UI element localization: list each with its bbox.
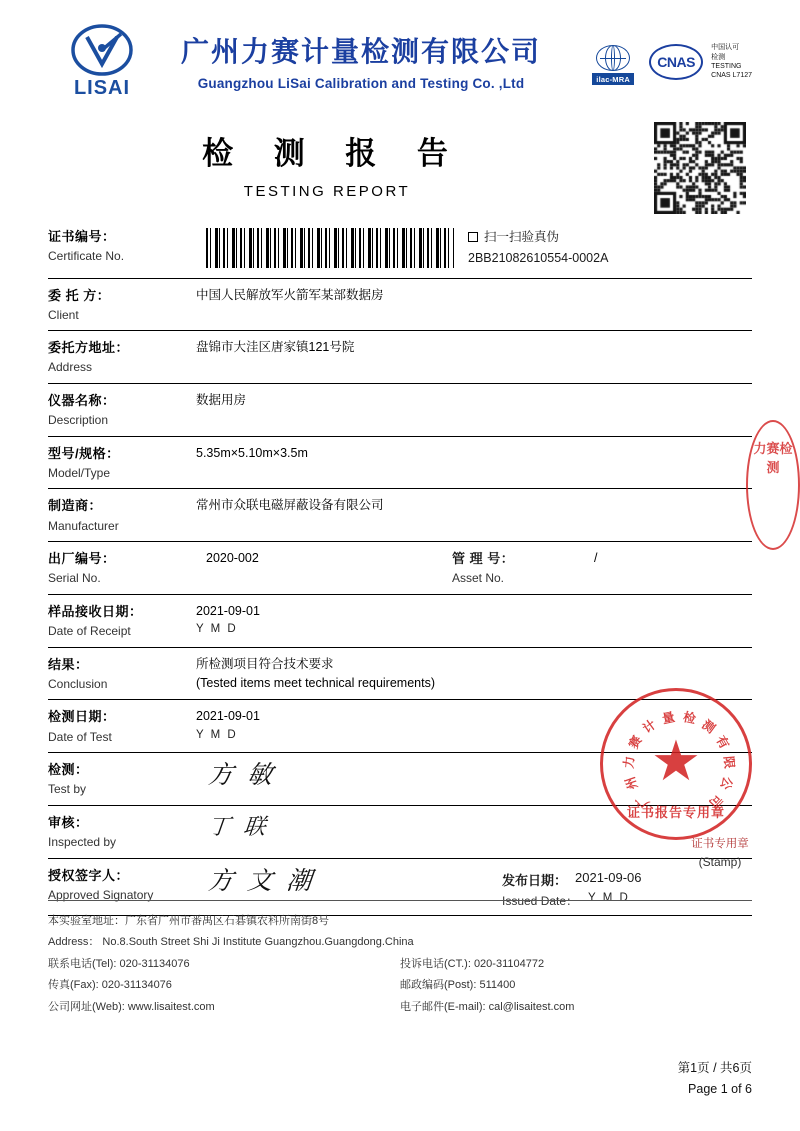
pagination <box>678 1058 752 1099</box>
cnas-text-block <box>711 43 752 81</box>
conclusion-value-cn: 所检测项目符合技术要求 <box>196 656 334 671</box>
document-header <box>0 0 800 110</box>
footer-post-code: 邮政编码(Post): 511400 <box>400 979 516 992</box>
date-of-test-value: 2021-09-01 <box>196 709 260 724</box>
table-row <box>48 220 752 278</box>
scan-verify-note: 扫一扫验真伪 <box>468 227 608 248</box>
issued-label-cn: 发布日期： <box>502 872 568 888</box>
table-row <box>48 331 752 384</box>
checkbox-icon[interactable] <box>468 232 478 242</box>
serial-asset-cell <box>196 542 752 595</box>
address-label: 委托方地址： Address <box>48 331 196 384</box>
table-row <box>48 594 752 647</box>
logo-mark-icon <box>71 24 133 76</box>
company-name-block <box>156 34 562 91</box>
star-icon: ★ <box>650 729 702 792</box>
receipt-label: 样品接收日期： Date of Receipt <box>48 594 196 647</box>
company-name-en: Guangzhou LiSai Calibration and Testing Co. ,Ltd <box>197 75 525 91</box>
conclusion-value-en: (Tested items meet technical requirements) <box>196 676 435 691</box>
date-of-test-label: 检测日期： Date of Test <box>48 700 196 753</box>
receipt-value: 2021-09-01 <box>196 603 260 618</box>
conclusion-label: 结果： Conclusion <box>48 647 196 700</box>
document-footer <box>48 900 752 1018</box>
company-name-cn: 广州力赛计量检测有限公司 <box>180 35 541 67</box>
qr-code <box>654 122 746 214</box>
approved-signatory-signature: 方 文 潮 <box>206 867 317 895</box>
lab-address-en: Address： No.8.South Street Shi Ji Institute Guangzhou.Guangdong.China <box>48 936 414 949</box>
lab-address-cn: 本实验室地址：广东省广州市番禺区石碁镇农科所南街8号 <box>48 915 330 927</box>
receipt-date-format: Y M D <box>196 623 238 636</box>
edge-stamp-text: 力赛检测 <box>753 441 793 475</box>
edge-stamp <box>746 420 800 550</box>
test-by-label: 检测： Test by <box>48 753 196 806</box>
ilac-label: ilac-MRA <box>592 73 634 85</box>
model-label: 型号/规格： Model/Type <box>48 436 196 489</box>
certificate-number: 2BB21082610554-0002A <box>468 251 609 266</box>
address-value: 盘锦市大洼区唐家镇121号院 <box>196 331 752 384</box>
certificate-number-block <box>454 227 608 270</box>
approved-signatory-label: 授权签字人： Approved Signatory <box>48 858 196 915</box>
accreditation-marks <box>562 39 752 85</box>
cnas-line3: TESTING <box>711 63 742 70</box>
manufacturer-value: 常州市众联电磁屏蔽设备有限公司 <box>196 489 752 542</box>
table-row <box>48 278 752 331</box>
client-value: 中国人民解放军火箭军某部数据房 <box>196 278 752 331</box>
issued-date-format: Y M D <box>588 891 630 904</box>
issued-label-en: Issued Date： <box>502 893 579 908</box>
table-row <box>48 647 752 700</box>
table-row <box>48 489 752 542</box>
date-of-test-value-cell <box>196 700 752 753</box>
asset-value: / <box>594 551 598 566</box>
barcode-image <box>206 228 454 268</box>
asset-label: 管 理 号： Asset No. <box>452 551 515 586</box>
certificate-label-cn: 证书编号： <box>48 229 116 244</box>
test-by-signature-cell <box>196 753 752 806</box>
stamp-caption-cn: 证书专用章 <box>691 838 749 850</box>
pagination-cn: 第1页 / 共6页 <box>677 1061 752 1075</box>
client-label: 委 托 方： Client <box>48 278 196 331</box>
footer-tel: 联系电话(Tel): 020-31134076 <box>48 957 190 970</box>
certificate-label <box>48 220 196 278</box>
cnas-icon <box>648 39 704 85</box>
stamp-caption-en: (Stamp) <box>698 855 742 870</box>
serial-label: 出厂编号： Serial No. <box>48 542 196 595</box>
inspected-by-signature: 丁 联 <box>206 813 271 839</box>
footer-website[interactable]: 公司网址(Web): www.lisaitest.com <box>48 1000 215 1013</box>
receipt-value-cell <box>196 594 752 647</box>
footer-email[interactable]: 电子邮件(E-mail): cal@lisaitest.com <box>400 1000 575 1013</box>
company-logo <box>48 24 156 100</box>
logo-text: LISAI <box>73 77 131 99</box>
manufacturer-label: 制造商： Manufacturer <box>48 489 196 542</box>
ilac-mra-icon <box>585 39 641 85</box>
report-title-cn: 检 测 报 告 <box>202 136 464 171</box>
description-label: 仪器名称： Description <box>48 383 196 436</box>
description-value: 数据用房 <box>196 383 752 436</box>
certificate-value-cell <box>196 220 752 278</box>
footer-complaint-tel: 投诉电话(CT.): 020-31104772 <box>400 957 545 970</box>
footer-fax: 传真(Fax): 020-31134076 <box>48 979 172 992</box>
table-row <box>48 542 752 595</box>
model-value: 5.35m×5.10m×3.5m <box>196 436 752 489</box>
serial-value: 2020-002 <box>206 551 259 566</box>
table-row <box>48 700 752 753</box>
official-stamp-arc-text: 广 州 力 赛 计 量 检 测 有 限 公 司 <box>621 709 737 811</box>
table-row <box>48 436 752 489</box>
date-of-test-format: Y M D <box>196 728 238 741</box>
issued-value: 2021-09-06 <box>575 869 642 885</box>
table-row <box>48 383 752 436</box>
cnas-label: CNAS <box>649 44 703 80</box>
pagination-en: Page 1 of 6 <box>688 1081 752 1096</box>
inspected-by-label: 审核： Inspected by <box>48 805 196 858</box>
official-stamp-bottom-text: 证书报告专用章 <box>626 805 725 820</box>
stamp-caption <box>640 836 800 871</box>
report-fields-table <box>48 220 752 916</box>
cnas-line4: CNAS L7127 <box>711 72 752 80</box>
conclusion-value-cell <box>196 647 752 700</box>
cnas-line1: 中国认可 <box>711 44 740 52</box>
report-title-row <box>0 110 800 210</box>
table-row <box>48 753 752 806</box>
certificate-label-en: Certificate No. <box>48 249 125 264</box>
cnas-line2: 检测 <box>711 53 726 61</box>
report-title-en: TESTING REPORT <box>243 183 411 200</box>
test-by-signature: 方 敏 <box>206 762 278 790</box>
